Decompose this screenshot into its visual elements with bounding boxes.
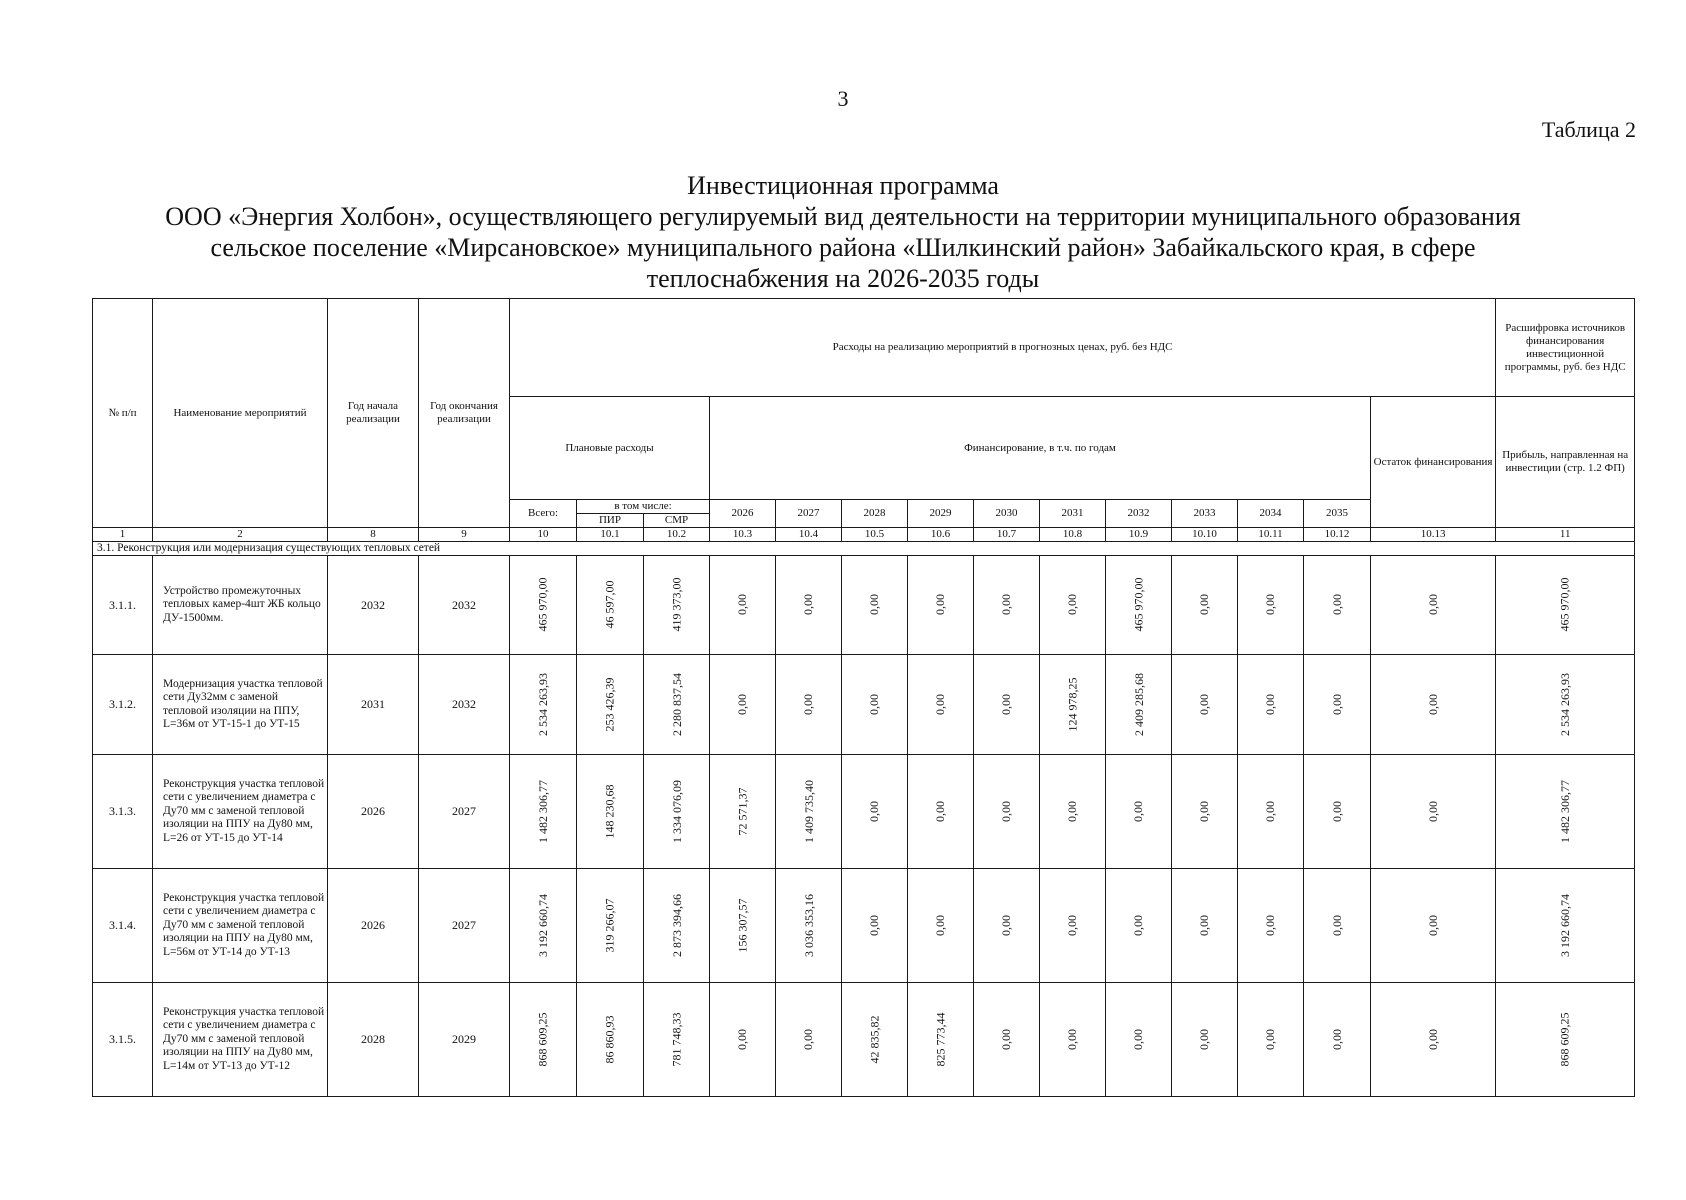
header-year: 2028 bbox=[842, 500, 908, 528]
value-cell: 1 482 306,77 bbox=[536, 779, 550, 843]
value-cell: 0,00 bbox=[1263, 1028, 1277, 1050]
header-financing: Финансирование, в т.ч. по годам bbox=[710, 397, 1371, 500]
header-num: № п/п bbox=[93, 299, 153, 528]
value-cell: 156 307,57 bbox=[735, 898, 749, 952]
table-row bbox=[93, 869, 1635, 983]
value-cell: 2 534 263,93 bbox=[1557, 672, 1572, 736]
row-start-year: 2026 bbox=[328, 755, 419, 869]
column-number: 10.7 bbox=[974, 528, 1040, 542]
section-title: 3.1. Реконструкция или модернизация существующих тепловых сетей bbox=[93, 542, 1635, 556]
header-including: в том числе: bbox=[577, 500, 710, 514]
value-cell: 0,00 bbox=[1263, 594, 1277, 615]
row-start-year: 2031 bbox=[328, 655, 419, 755]
value-cell: 0,00 bbox=[867, 594, 881, 615]
column-number: 9 bbox=[419, 528, 510, 542]
row-name: Реконструкция участка тепловой сети с увеличением диаметра с Ду70 мм с заменой тепловой изоляции на ППУ на Ду80 мм, L=56м от УТ-14 до УТ-13 bbox=[153, 869, 328, 983]
value-cell: 0,00 bbox=[1329, 914, 1344, 936]
column-number: 2 bbox=[153, 528, 328, 542]
value-cell: 0,00 bbox=[1131, 1028, 1145, 1050]
value-cell: 0,00 bbox=[1425, 914, 1440, 936]
value-cell: 465 970,00 bbox=[1557, 577, 1572, 632]
header-remainder: Остаток финансирования bbox=[1371, 397, 1496, 528]
header-decoding: Расшифровка источников финансирования инвестиционной программы, руб. без НДС bbox=[1496, 299, 1635, 397]
value-cell: 0,00 bbox=[1065, 1028, 1079, 1050]
header-smr: СМР bbox=[644, 514, 710, 528]
column-number: 10.6 bbox=[908, 528, 974, 542]
header-year: 2032 bbox=[1106, 500, 1172, 528]
column-number: 10.10 bbox=[1172, 528, 1238, 542]
value-cell: 0,00 bbox=[1425, 800, 1440, 822]
value-cell: 0,00 bbox=[999, 800, 1013, 822]
investment-table bbox=[92, 298, 1635, 1097]
value-cell: 2 873 394,66 bbox=[670, 893, 684, 957]
value-cell: 0,00 bbox=[1197, 914, 1211, 936]
value-cell: 0,00 bbox=[933, 594, 947, 615]
value-cell: 0,00 bbox=[867, 800, 881, 822]
value-cell: 0,00 bbox=[1197, 1028, 1211, 1050]
value-cell: 2 280 837,54 bbox=[670, 672, 684, 736]
row-end-year: 2027 bbox=[419, 755, 510, 869]
header-year: 2031 bbox=[1040, 500, 1106, 528]
value-cell: 2 409 285,68 bbox=[1132, 672, 1146, 736]
title-line: ООО «Энергия Холбон», осуществляющего регулируемый вид деятельности на территории муниципального образования bbox=[165, 202, 1521, 231]
header-expenses: Расходы на реализацию мероприятий в прогнозных ценах, руб. без НДС bbox=[510, 299, 1496, 397]
value-cell: 0,00 bbox=[1329, 1028, 1344, 1050]
value-cell: 0,00 bbox=[1197, 693, 1211, 715]
value-cell: 0,00 bbox=[999, 1028, 1013, 1050]
value-cell: 0,00 bbox=[999, 914, 1013, 936]
row-number: 3.1.5. bbox=[93, 983, 153, 1097]
value-cell: 0,00 bbox=[933, 800, 947, 822]
value-cell: 46 597,00 bbox=[602, 580, 617, 629]
value-cell: 0,00 bbox=[933, 914, 947, 936]
value-cell: 3 192 660,74 bbox=[536, 893, 550, 957]
column-number: 10.4 bbox=[776, 528, 842, 542]
column-number: 10.9 bbox=[1106, 528, 1172, 542]
row-name: Реконструкция участка тепловой сети с увеличением диаметра с Ду70 мм с заменой тепловой изоляции на ППУ на Ду80 мм, L=14м от УТ-13 до УТ-12 bbox=[153, 983, 328, 1097]
value-cell: 319 266,07 bbox=[602, 898, 617, 952]
header-name: Наименование мероприятий bbox=[153, 299, 328, 528]
column-number: 10.3 bbox=[710, 528, 776, 542]
value-cell: 0,00 bbox=[801, 693, 815, 715]
value-cell: 0,00 bbox=[867, 693, 881, 715]
value-cell: 148 230,68 bbox=[602, 784, 617, 838]
row-start-year: 2032 bbox=[328, 556, 419, 655]
page-number: 3 bbox=[837, 86, 849, 111]
header-planned: Плановые расходы bbox=[510, 397, 710, 500]
value-cell: 0,00 bbox=[735, 594, 749, 615]
value-cell: 42 835,82 bbox=[867, 1015, 881, 1063]
value-cell: 0,00 bbox=[1065, 594, 1079, 615]
value-cell: 781 748,33 bbox=[669, 1012, 683, 1066]
row-number: 3.1.1. bbox=[93, 556, 153, 655]
value-cell: 0,00 bbox=[999, 594, 1013, 615]
column-number: 10 bbox=[510, 528, 577, 542]
value-cell: 0,00 bbox=[801, 594, 815, 615]
header-year: 2035 bbox=[1304, 500, 1371, 528]
value-cell: 72 571,37 bbox=[735, 787, 749, 835]
row-name: Устройство промежуточных тепловых камер-4шт ЖБ кольцо ДУ-1500мм. bbox=[153, 556, 328, 655]
value-cell: 465 970,00 bbox=[1131, 577, 1145, 632]
title-line: сельское поселение «Мирсановское» муниципального района «Шилкинский район» Забайкальского края, в сфере bbox=[210, 233, 1476, 262]
value-cell: 868 609,25 bbox=[535, 1012, 550, 1066]
value-cell: 0,00 bbox=[1263, 693, 1277, 715]
value-cell: 0,00 bbox=[1131, 800, 1145, 822]
value-cell: 825 773,44 bbox=[933, 1012, 947, 1066]
column-number: 11 bbox=[1496, 528, 1635, 542]
row-end-year: 2032 bbox=[419, 556, 510, 655]
value-cell: 253 426,39 bbox=[602, 677, 617, 731]
value-cell: 2 534 263,93 bbox=[536, 672, 550, 736]
value-cell: 0,00 bbox=[1263, 914, 1277, 936]
row-end-year: 2029 bbox=[419, 983, 510, 1097]
column-number: 10.1 bbox=[577, 528, 644, 542]
value-cell: 465 970,00 bbox=[535, 577, 550, 632]
document-title bbox=[60, 170, 1626, 294]
value-cell: 0,00 bbox=[1425, 594, 1440, 615]
column-number: 10.11 bbox=[1238, 528, 1304, 542]
value-cell: 86 860,93 bbox=[602, 1015, 617, 1063]
header-year: 2030 bbox=[974, 500, 1040, 528]
row-start-year: 2026 bbox=[328, 869, 419, 983]
value-cell: 0,00 bbox=[1263, 800, 1277, 822]
row-number: 3.1.2. bbox=[93, 655, 153, 755]
table-row bbox=[93, 755, 1635, 869]
value-cell: 3 192 660,74 bbox=[1557, 893, 1572, 957]
table-row bbox=[93, 556, 1635, 655]
header-start-year: Год начала реализации bbox=[328, 299, 419, 528]
header-pir: ПИР bbox=[577, 514, 644, 528]
value-cell: 0,00 bbox=[1065, 800, 1079, 822]
column-number: 10.8 bbox=[1040, 528, 1106, 542]
value-cell: 3 036 353,16 bbox=[802, 893, 816, 957]
column-number: 10.12 bbox=[1304, 528, 1371, 542]
value-cell: 0,00 bbox=[1425, 1028, 1440, 1050]
column-number: 1 bbox=[93, 528, 153, 542]
column-number: 8 bbox=[328, 528, 419, 542]
row-number: 3.1.3. bbox=[93, 755, 153, 869]
value-cell: 1 334 076,09 bbox=[670, 779, 684, 843]
header-profit: Прибыль, направленная на инвестиции (стр. 1.2 ФП) bbox=[1496, 397, 1635, 528]
value-cell: 0,00 bbox=[1329, 693, 1344, 715]
value-cell: 0,00 bbox=[1329, 800, 1344, 822]
value-cell: 1 409 735,40 bbox=[802, 779, 816, 843]
row-end-year: 2027 bbox=[419, 869, 510, 983]
value-cell: 0,00 bbox=[1131, 914, 1145, 936]
header-end-year: Год окончания реализации bbox=[419, 299, 510, 528]
header-total: Всего: bbox=[510, 500, 577, 528]
row-end-year: 2032 bbox=[419, 655, 510, 755]
value-cell: 0,00 bbox=[735, 1028, 749, 1050]
column-number: 10.5 bbox=[842, 528, 908, 542]
value-cell: 868 609,25 bbox=[1557, 1012, 1572, 1066]
row-name: Реконструкция участка тепловой сети с увеличением диаметра с Ду70 мм с заменой тепловой изоляции на ППУ на Ду80 мм, L=26 от УТ-15 до УТ-14 bbox=[153, 755, 328, 869]
value-cell: 0,00 bbox=[1329, 594, 1344, 615]
table-label: Таблица 2 bbox=[1541, 117, 1636, 142]
value-cell: 124 978,25 bbox=[1065, 677, 1079, 731]
row-start-year: 2028 bbox=[328, 983, 419, 1097]
value-cell: 0,00 bbox=[867, 914, 881, 936]
value-cell: 0,00 bbox=[1197, 800, 1211, 822]
value-cell: 0,00 bbox=[1065, 914, 1079, 936]
title-line: теплоснабжения на 2026-2035 годы bbox=[646, 264, 1040, 293]
value-cell: 1 482 306,77 bbox=[1557, 779, 1572, 843]
value-cell: 0,00 bbox=[1197, 594, 1211, 615]
column-number: 10.2 bbox=[644, 528, 710, 542]
header-year: 2029 bbox=[908, 500, 974, 528]
title-line: Инвестиционная программа bbox=[687, 171, 999, 200]
header-year: 2027 bbox=[776, 500, 842, 528]
header-year: 2026 bbox=[710, 500, 776, 528]
table-row bbox=[93, 655, 1635, 755]
value-cell: 0,00 bbox=[801, 1028, 815, 1050]
header-year: 2034 bbox=[1238, 500, 1304, 528]
value-cell: 0,00 bbox=[999, 693, 1013, 715]
value-cell: 0,00 bbox=[1425, 693, 1440, 715]
value-cell: 0,00 bbox=[735, 693, 749, 715]
value-cell: 0,00 bbox=[933, 693, 947, 715]
row-number: 3.1.4. bbox=[93, 869, 153, 983]
row-name: Модернизация участка тепловой сети Ду32мм с заменой тепловой изоляции на ППУ, L=36м от УТ-15-1 до УТ-15 bbox=[153, 655, 328, 755]
header-year: 2033 bbox=[1172, 500, 1238, 528]
table-row bbox=[93, 983, 1635, 1097]
column-number: 10.13 bbox=[1371, 528, 1496, 542]
column-number-row bbox=[93, 528, 1635, 542]
value-cell: 419 373,00 bbox=[669, 577, 683, 632]
